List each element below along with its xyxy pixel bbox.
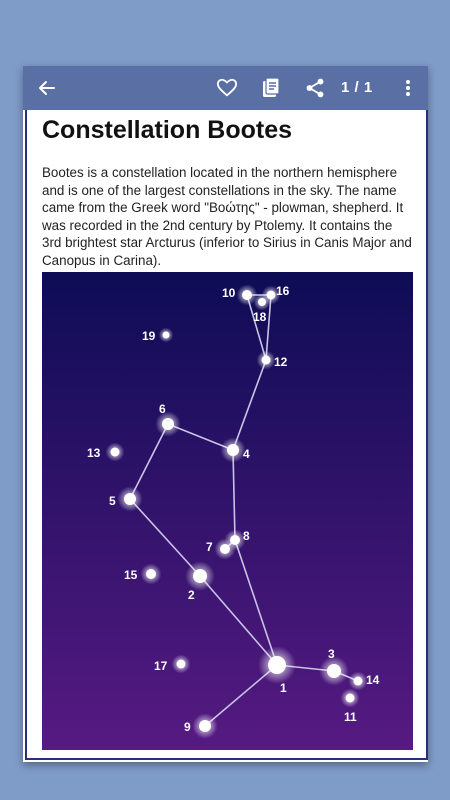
star-3 xyxy=(327,664,341,678)
star-label-17: 17 xyxy=(154,659,168,673)
heart-outline-icon xyxy=(216,77,238,99)
more-vertical-icon xyxy=(405,79,411,97)
star-label-10: 10 xyxy=(222,286,236,300)
page-title: Constellation Bootes xyxy=(42,116,293,144)
star-label-15: 15 xyxy=(124,568,138,582)
star-15 xyxy=(146,569,156,579)
star-label-14: 14 xyxy=(366,673,380,687)
share-button[interactable] xyxy=(301,74,329,102)
star-19 xyxy=(163,332,170,339)
star-label-8: 8 xyxy=(243,529,250,543)
article-description: Bootes is a constellation located in the northern hemisphere and is one of the largest constellations in the sky. The name came from the Greek word "Βοώτης" - plowman, shepherd. It was recorded in the 2nd century by Ptolemy. It contains the 3rd brightest star Arcturus (inferior to Sirius in Canis Major and Canopus in Carina). xyxy=(42,165,412,268)
star-9 xyxy=(199,720,211,732)
toolbar xyxy=(23,66,428,110)
star-label-1: 1 xyxy=(280,681,287,695)
star-11 xyxy=(346,694,355,703)
star-label-13: 13 xyxy=(87,446,101,460)
favorite-button[interactable] xyxy=(213,74,241,102)
document-card xyxy=(23,66,428,762)
star-label-16: 16 xyxy=(276,284,290,298)
article-content xyxy=(25,110,428,760)
back-button[interactable] xyxy=(33,74,61,102)
star-label-7: 7 xyxy=(206,540,213,554)
star-14 xyxy=(354,677,363,686)
constellation-image xyxy=(42,272,413,750)
star-label-11: 11 xyxy=(344,710,357,724)
star-6 xyxy=(162,418,174,430)
share-icon xyxy=(304,77,326,99)
star-2 xyxy=(193,569,207,583)
document-button[interactable] xyxy=(257,74,285,102)
star-label-18: 18 xyxy=(253,310,267,324)
star-label-3: 3 xyxy=(328,647,335,661)
star-8 xyxy=(230,535,240,545)
star-label-12: 12 xyxy=(274,355,288,369)
star-label-5: 5 xyxy=(109,494,116,508)
star-1 xyxy=(268,656,286,674)
more-button[interactable] xyxy=(396,74,420,102)
star-label-2: 2 xyxy=(188,588,195,602)
star-4 xyxy=(227,444,239,456)
star-17 xyxy=(177,660,186,669)
star-label-6: 6 xyxy=(159,402,166,416)
document-icon xyxy=(261,77,281,99)
star-12 xyxy=(262,356,271,365)
page-indicator: 1 / 1 xyxy=(341,79,373,96)
star-label-4: 4 xyxy=(243,447,250,461)
star-10 xyxy=(242,290,252,300)
star-5 xyxy=(124,493,136,505)
star-label-19: 19 xyxy=(142,329,156,343)
star-label-9: 9 xyxy=(184,720,191,734)
star-18 xyxy=(258,298,266,306)
star-13 xyxy=(111,448,120,457)
arrow-left-icon xyxy=(37,78,57,98)
